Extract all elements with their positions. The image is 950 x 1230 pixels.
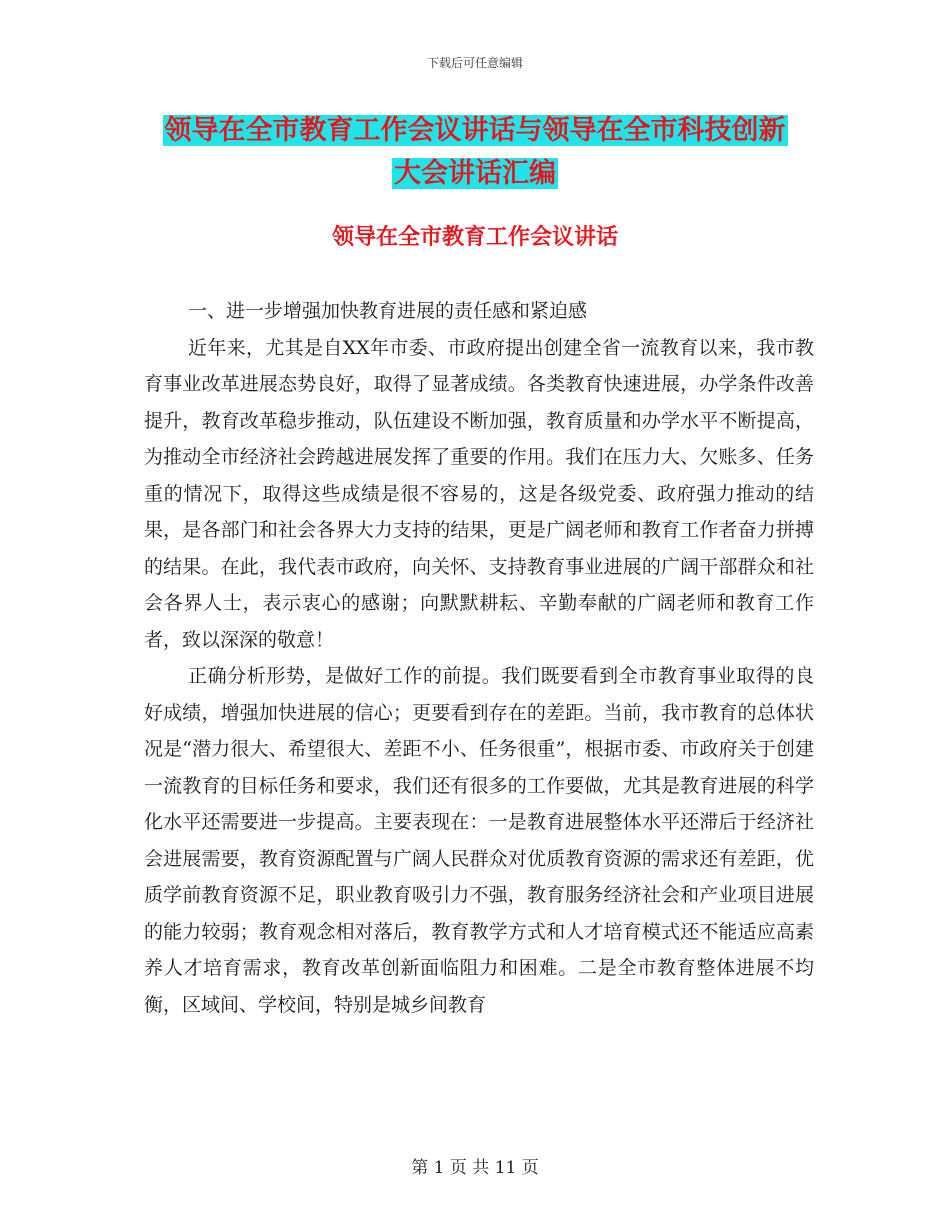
document-title-line-1 — [0, 111, 950, 151]
header-note: 下载后可任意编辑 — [426, 56, 523, 70]
document-body — [144, 293, 814, 1023]
section-heading: 一、进一步增强加快教育进展的责任感和紧迫感 — [188, 300, 588, 322]
paragraph: 近年来，尤其是自XX年市委、市政府提出创建全省一流教育以来，我市教育事业改革进展态势良好，取得了显著成绩。各类教育快速进展，办学条件改善提升，教育改革稳步推动，队伍建设不断加强，教育质量和办学水平不断提高，为推动全市经济社会跨越进展发挥了重要的作用。我们在压力大、欠账多、任务重的情况下，取得这些成绩是很不容易的，这是各级党委、政府强力推动的结果，是各部门和社会各界大力支持的结果，更是广阔老师和教育工作者奋力拼搏的结果。在此，我代表市政府，向关怀、支持教育事业进展的广阔干部群众和社会各界人士，表示衷心的感谢；向默默耕耘、辛勤奉献的广阔老师和教育工作者，致以深深的敬意！ — [144, 336, 814, 651]
paragraph: 正确分析形势，是做好工作的前提。我们既要看到全市教育事业取得的良好成绩，增强加快进展的信心；更要看到存在的差距。当前，我市教育的总体状况是“潜力很大、希望很大、差距不小、任务很重”，根据市委、市政府关于创建一流教育的目标任务和要求，我们还有很多的工作要做，尤其是教育进展的科学化水平还需要进一步提高。主要表现在：一是教育进展整体水平还滞后于经济社会进展需要，教育资源配置与广阔人民群众对优质教育资源的需求还有差距，优质学前教育资源不足，职业教育吸引力不强，教育服务经济社会和产业项目进展的能力较弱；教育观念相对落后，教育教学方式和人才培育模式还不能适应高素养人才培育需求，教育改革创新面临阻力和困难。二是全市教育整体进展不均衡，区域间、学校间，特别是城乡间教育 — [144, 665, 814, 1016]
section-title: 领导在全市教育工作会议讲话 — [331, 225, 618, 250]
page-footer: 第 1 页 共 11 页 — [411, 1158, 539, 1178]
document-title-text-2: 大会讲话汇编 — [394, 158, 556, 189]
document-title-line-2 — [0, 154, 950, 194]
document-title-text-1: 领导在全市教育工作会议讲话与领导在全市科技创新 — [164, 115, 786, 146]
